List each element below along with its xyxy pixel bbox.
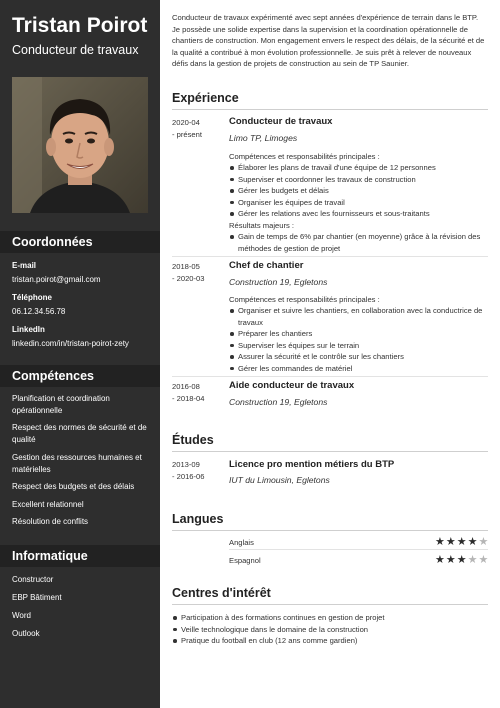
skill-item: Respect des normes de sécurité et de qualité — [12, 423, 147, 444]
linkedin-value[interactable]: linkedin.com/in/tristan-poirot-zety — [12, 339, 129, 348]
interest-item: Participation à des formations continues en gestion de projet — [172, 612, 488, 624]
star-icon: ★ — [478, 553, 489, 566]
job-results — [229, 231, 487, 254]
job-start: 2016-08 — [172, 382, 200, 391]
job-end: - 2020-03 — [172, 273, 205, 283]
profile-summary: Conducteur de travaux expérimenté avec sept années d'expérience de terrain dans le BTP. Je possède une solide expertise dans la supervision et la coordination opérationnelle de chantiers de construction. Mon engagement envers le respect des délais, de la sécurité et de la qualité a contribué à mon évolution professionnelle. Je suis prêt à relever de nouveaux défis dans la gestion de projets de construction au sein de TP Saunier. — [172, 13, 485, 68]
language-rating — [435, 554, 488, 565]
star-icon: ★ — [467, 535, 478, 548]
job-role: Conducteur de travaux — [229, 116, 333, 127]
job-divider — [172, 376, 488, 377]
job-company: Limo TP, Limoges — [229, 133, 298, 143]
job-task: Gérer les budgets et délais — [229, 185, 487, 197]
experience-divider — [172, 109, 488, 110]
job-company: Construction 19, Egletons — [229, 397, 328, 407]
email-label: E-mail — [12, 261, 37, 270]
language-rating — [435, 536, 488, 547]
contact-heading: Coordonnées — [0, 231, 160, 253]
job-divider — [172, 256, 488, 257]
phone-label: Téléphone — [12, 293, 53, 302]
job-dates — [172, 117, 222, 140]
skills-heading: Compétences — [0, 365, 160, 387]
job-dates — [172, 261, 222, 284]
language-name: Anglais — [229, 538, 254, 547]
star-icon: ★ — [467, 553, 478, 566]
education-degree: Licence pro mention métiers du BTP — [229, 459, 395, 470]
education-end: - 2016-06 — [172, 471, 205, 481]
job-role: Aide conducteur de travaux — [229, 380, 355, 391]
job-intro: Compétences et responsabilités principales : — [229, 152, 380, 161]
job-start: 2018-05 — [172, 262, 200, 271]
star-icon: ★ — [435, 553, 445, 566]
job-task: Gérer les commandes de matériel — [229, 363, 487, 375]
contact-details — [12, 260, 152, 350]
job-task: Élaborer les plans de travail d'une équipe de 12 personnes — [229, 162, 487, 174]
linkedin-label: LinkedIn — [12, 325, 45, 334]
software-item: Outlook — [12, 629, 40, 638]
job-role: Chef de chantier — [229, 260, 304, 271]
interest-item: Pratique du football en club (12 ans comme gardien) — [172, 635, 488, 647]
star-icon: ★ — [445, 535, 456, 548]
job-task: Préparer les chantiers — [229, 328, 487, 340]
job-task: Gérer les relations avec les fournisseurs et sous-traitants — [229, 208, 487, 220]
interests-list — [172, 612, 488, 647]
star-icon: ★ — [435, 535, 445, 548]
education-heading: Études — [172, 433, 214, 447]
experience-heading: Expérience — [172, 91, 239, 105]
star-icon: ★ — [445, 553, 456, 566]
education-school: IUT du Limousin, Egletons — [229, 475, 330, 485]
email-value[interactable]: tristan.poirot@gmail.com — [12, 275, 101, 284]
job-end: - présent — [172, 129, 202, 139]
skill-item: Résolution de conflits — [12, 517, 89, 526]
skill-item: Excellent relationnel — [12, 500, 84, 509]
skill-item: Gestion des ressources humaines et matérielles — [12, 453, 142, 474]
languages-heading: Langues — [172, 512, 224, 526]
interests-heading: Centres d'intérêt — [172, 586, 271, 600]
job-results-label: Résultats majeurs : — [229, 221, 294, 230]
star-icon: ★ — [456, 535, 467, 548]
job-dates — [172, 381, 222, 404]
job-task: Superviser les équipes sur le terrain — [229, 340, 487, 352]
skill-item: Respect des budgets et des délais — [12, 482, 135, 491]
software-heading: Informatique — [0, 545, 160, 567]
candidate-name: Tristan Poirot — [12, 14, 148, 37]
job-result: Gain de temps de 6% par chantier (en moyenne) grâce à la révision des méthodes de gestion de projet — [229, 231, 487, 254]
job-task: Superviser et coordonner les travaux de construction — [229, 174, 487, 186]
phone-value[interactable]: 06.12.34.56.78 — [12, 307, 66, 316]
star-icon: ★ — [456, 553, 467, 566]
software-item: Word — [12, 611, 31, 620]
job-task: Organiser les équipes de travail — [229, 197, 487, 209]
interests-divider — [172, 604, 488, 605]
software-item: Constructor — [12, 575, 54, 584]
education-divider — [172, 451, 488, 452]
education-start: 2013-09 — [172, 460, 200, 469]
star-icon: ★ — [478, 535, 489, 548]
language-divider — [229, 549, 488, 550]
languages-divider — [172, 530, 488, 531]
job-company: Construction 19, Egletons — [229, 277, 328, 287]
job-tasks — [229, 305, 487, 374]
interest-item: Veille technologique dans le domaine de la construction — [172, 624, 488, 636]
profile-photo — [12, 77, 148, 213]
skill-item: Planification et coordination opérationnelle — [12, 394, 110, 415]
software-item: EBP Bâtiment — [12, 593, 62, 602]
job-task: Organiser et suivre les chantiers, en collaboration avec la conductrice de travaux — [229, 305, 487, 328]
job-intro: Compétences et responsabilités principales : — [229, 295, 380, 304]
job-tasks — [229, 162, 487, 220]
profile-photo-illustration — [12, 77, 148, 213]
language-name: Espagnol — [229, 556, 261, 565]
candidate-job-title: Conducteur de travaux — [12, 43, 139, 57]
job-start: 2020-04 — [172, 118, 200, 127]
job-task: Assurer la sécurité et le contrôle sur les chantiers — [229, 351, 487, 363]
job-end: - 2018-04 — [172, 393, 205, 403]
education-dates — [172, 459, 222, 482]
